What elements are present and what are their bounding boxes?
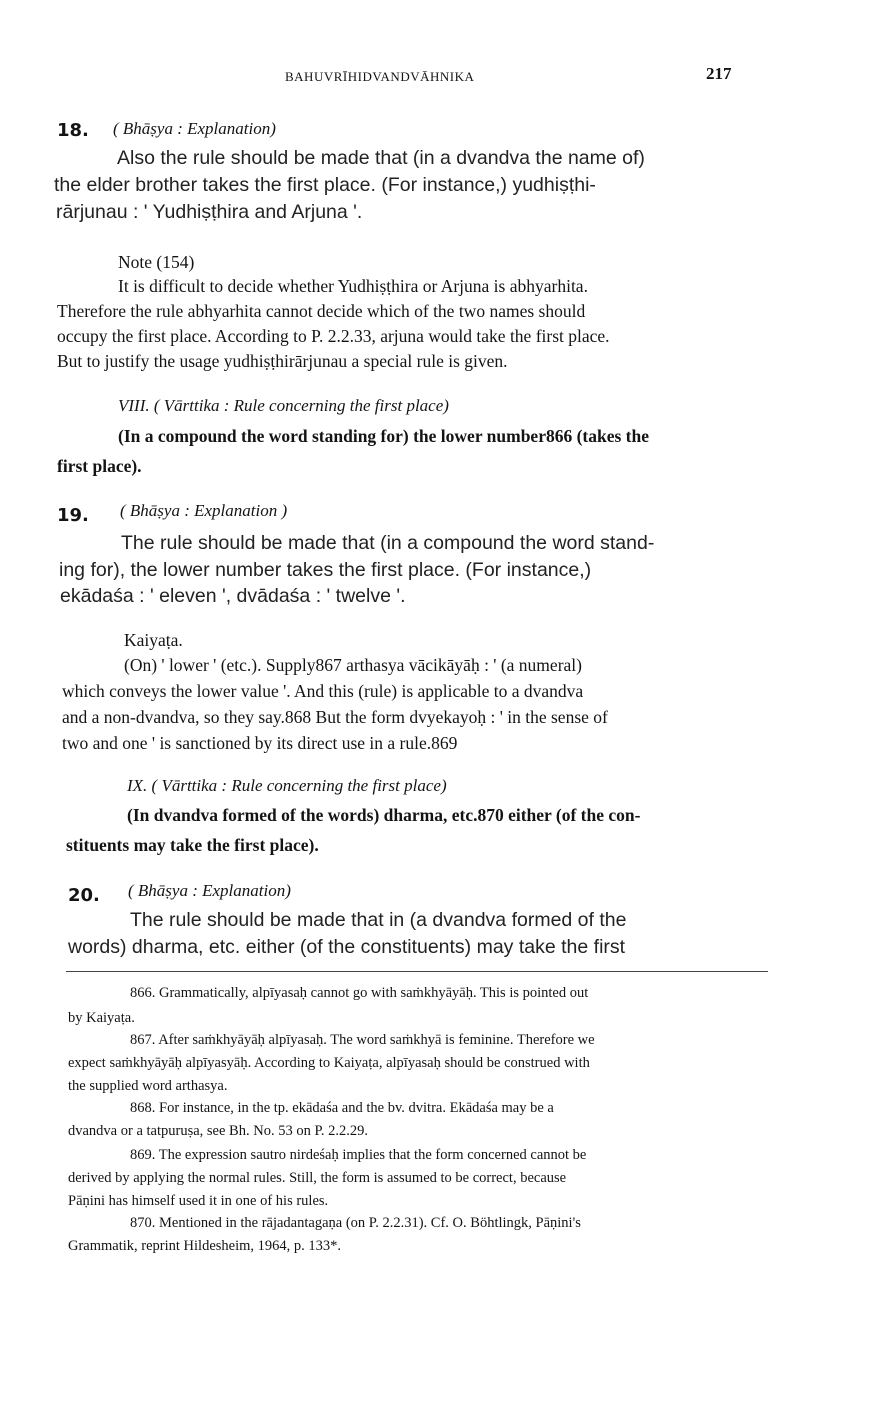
note-154-line: It is difficult to decide whether Yudhiṣṭhira or Arjuna is abhyarhita. bbox=[118, 276, 588, 296]
varttika-9-line: (In dvandva formed of the words) dharma, etc.870 either (of the con- bbox=[127, 805, 641, 825]
kaiyata-line: and a non-dvandva, so they say.868 But the form dvyekayoḥ : ' in the sense of bbox=[62, 707, 608, 727]
note-154-line: Therefore the rule abhyarhita cannot decide which of the two names should bbox=[57, 301, 586, 321]
varttika-8-line: first place). bbox=[57, 456, 142, 476]
varttika-8-line: (In a compound the word standing for) the lower number866 (takes the bbox=[118, 426, 650, 446]
section-18-line: rārjunau : ' Yudhiṣṭhira and Arjuna '. bbox=[56, 201, 363, 223]
section-19-line: ing for), the lower number takes the first place. (For instance,) bbox=[59, 559, 592, 581]
varttika-9-line: stituents may take the first place). bbox=[66, 835, 319, 855]
section-20-number: 20. bbox=[68, 885, 100, 906]
varttika-8-heading: VIII. ( Vārttika : Rule concerning the first place) bbox=[118, 396, 449, 415]
running-title: BAHUVRĪHIDVANDVĀHNIKA bbox=[285, 69, 475, 84]
section-20-line: The rule should be made that in (a dvandva formed of the bbox=[130, 909, 627, 931]
section-20-line: words) dharma, etc. either (of the constituents) may take the first bbox=[68, 936, 626, 958]
note-154-line: occupy the first place. According to P. 2.2.33, arjuna would take the first place. bbox=[57, 326, 610, 346]
footnote-869: derived by applying the normal rules. Still, the form is assumed to be correct, because bbox=[68, 1170, 567, 1186]
section-18-line: Also the rule should be made that (in a dvandva the name of) bbox=[117, 147, 645, 169]
footnote-869: 869. The expression sautro nirdeśaḥ implies that the form concerned cannot be bbox=[130, 1147, 587, 1163]
footnote-869: Pāṇini has himself used it in one of his rules. bbox=[68, 1193, 329, 1209]
footnote-870: 870. Mentioned in the rājadantagaṇa (on P. 2.2.31). Cf. O. Böhtlingk, Pāṇini's bbox=[130, 1215, 581, 1231]
footnote-868: 868. For instance, in the tp. ekādaśa and the bv. dvitra. Ekādaśa may be a bbox=[130, 1100, 554, 1116]
kaiyata-title: Kaiyaṭa. bbox=[124, 630, 183, 650]
section-18-line: the elder brother takes the first place. (For instance,) yudhiṣṭhi- bbox=[54, 174, 596, 196]
section-20-heading: ( Bhāṣya : Explanation) bbox=[128, 881, 291, 900]
footnote-870: Grammatik, reprint Hildesheim, 1964, p. 133*. bbox=[68, 1238, 342, 1254]
footnote-867: the supplied word arthasya. bbox=[68, 1078, 228, 1094]
kaiyata-line: which conveys the lower value '. And this (rule) is applicable to a dvandva bbox=[62, 681, 584, 701]
footnote-866: by Kaiyaṭa. bbox=[68, 1010, 135, 1026]
footnote-867: expect saṁkhyāyāḥ alpīyasyāḥ. According to Kaiyaṭa, alpīyasaḥ should be construed with bbox=[68, 1055, 590, 1071]
page-number: 217 bbox=[706, 64, 732, 83]
note-154-line: But to justify the usage yudhiṣṭhirārjunau a special rule is given. bbox=[57, 351, 508, 371]
footnote-868: dvandva or a tatpuruṣa, see Bh. No. 53 on P. 2.2.29. bbox=[68, 1123, 369, 1139]
varttika-9-heading: IX. ( Vārttika : Rule concerning the first place) bbox=[127, 776, 447, 795]
section-18-number: 18. bbox=[57, 120, 89, 141]
note-154-title: Note (154) bbox=[118, 252, 195, 272]
kaiyata-line: (On) ' lower ' (etc.). Supply867 arthasya vācikāyāḥ : ' (a numeral) bbox=[124, 655, 582, 675]
section-19-line: ekādaśa : ' eleven ', dvādaśa : ' twelve '. bbox=[60, 585, 406, 607]
section-18-heading: ( Bhāṣya : Explanation) bbox=[113, 119, 276, 138]
kaiyata-line: two and one ' is sanctioned by its direct use in a rule.869 bbox=[62, 733, 458, 753]
footnote-divider bbox=[66, 971, 768, 972]
section-19-line: The rule should be made that (in a compound the word stand- bbox=[121, 532, 655, 554]
footnote-867: 867. After saṁkhyāyāḥ alpīyasaḥ. The word saṁkhyā is feminine. Therefore we bbox=[130, 1032, 595, 1048]
footnote-866: 866. Grammatically, alpīyasaḥ cannot go with saṁkhyāyāḥ. This is pointed out bbox=[130, 985, 589, 1001]
section-19-number: 19. bbox=[57, 505, 89, 526]
section-19-heading: ( Bhāṣya : Explanation ) bbox=[120, 501, 288, 520]
